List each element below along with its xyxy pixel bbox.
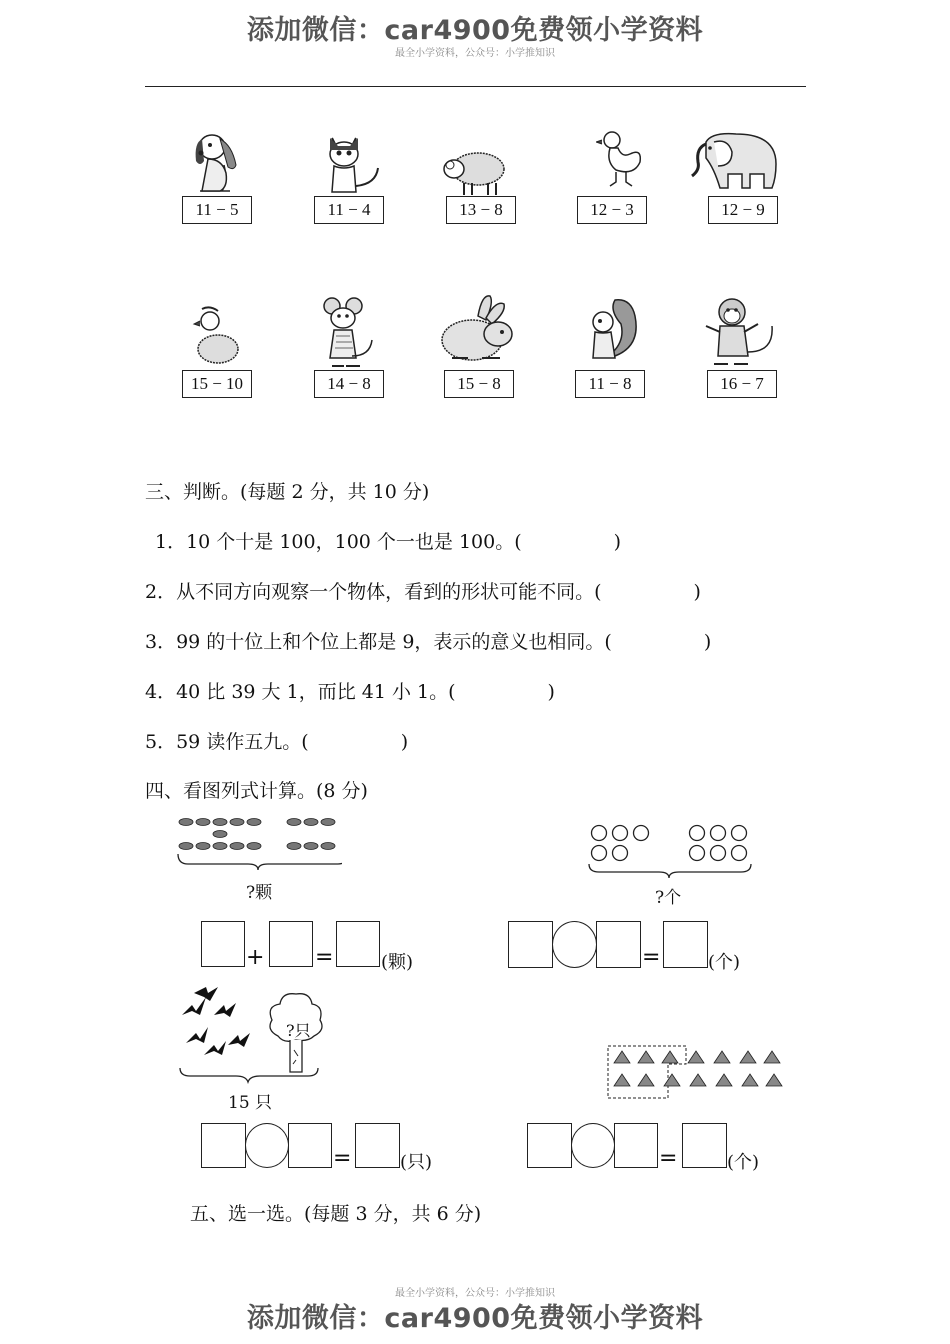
answer-box[interactable] (596, 921, 641, 968)
equals-sign: = (315, 945, 334, 970)
plus-sign: + (246, 945, 265, 970)
animal-label: 15 − 8 (444, 370, 514, 398)
animal-label: 12 − 9 (708, 196, 778, 224)
section3-title: 三、判断。(每题 2 分，共 10 分) (145, 481, 430, 503)
animal-label: 13 − 8 (446, 196, 516, 224)
elephant-icon (690, 130, 785, 192)
question-3 (145, 627, 711, 654)
watermark-top: 添加微信：car4900免费领小学资料 (246, 15, 704, 46)
answer-box[interactable] (355, 1123, 400, 1168)
question-close: ) (703, 631, 712, 653)
question-text: 2．从不同方向观察一个物体，看到的形状可能不同。( (145, 581, 602, 603)
answer-box[interactable] (663, 921, 708, 968)
candy-question: ?颗 (246, 883, 273, 903)
animal-label: 14 − 8 (314, 370, 384, 398)
animal-label: 12 − 3 (577, 196, 647, 224)
rabbit-icon (438, 294, 520, 366)
animal-label: 11 − 5 (182, 196, 252, 224)
animal-label: 15 − 10 (182, 370, 252, 398)
triangles-icon (604, 1040, 784, 1102)
mouse-icon (322, 296, 376, 370)
unit-label: (个) (708, 952, 741, 973)
equals-sign: = (642, 945, 661, 970)
bird-total: 15 只 (228, 1093, 273, 1113)
answer-box[interactable] (614, 1123, 658, 1168)
header-rule (145, 86, 806, 87)
answer-box[interactable] (288, 1123, 332, 1168)
question-text: 1．10 个十是 100，100 个一也是 100。( (155, 531, 522, 553)
watermark-bottom: 添加微信：car4900免费领小学资料 (246, 1303, 704, 1334)
watermark-subtitle-bottom: 最全小学资料，公众号：小学推知识 (395, 1288, 555, 1299)
section5-title: 五、选一选。(每题 3 分，共 6 分) (190, 1203, 482, 1225)
dog-icon (190, 125, 246, 197)
equals-sign: = (659, 1146, 678, 1171)
answer-box[interactable] (527, 1123, 572, 1168)
animal-label: 11 − 8 (575, 370, 645, 398)
question-text: 5．59 读作五九。( (145, 731, 309, 753)
sheep-icon (440, 147, 510, 197)
operator-circle[interactable] (245, 1123, 289, 1168)
unit-label: (个) (727, 1152, 760, 1173)
squirrel-icon (585, 294, 641, 368)
candy-group-icon (176, 814, 342, 872)
question-close: ) (547, 681, 555, 703)
question-5 (145, 727, 408, 754)
question-close: ) (613, 531, 622, 553)
birds-icon (176, 985, 258, 1067)
question-text: 4．40 比 39 大 1，而比 41 小 1。( (145, 681, 456, 703)
question-1 (155, 527, 621, 554)
brace (178, 1066, 320, 1084)
cat-icon (322, 130, 384, 196)
circle-question: ?个 (655, 888, 682, 908)
circle-group-icon (585, 822, 755, 882)
answer-box[interactable] (508, 921, 553, 968)
operator-circle[interactable] (571, 1123, 615, 1168)
answer-box[interactable] (269, 921, 313, 967)
tree-question: ?只 (286, 1021, 311, 1040)
equals-sign: = (333, 1146, 352, 1171)
question-4 (145, 677, 555, 704)
unit-label: (只) (400, 1152, 433, 1173)
section4-title: 四、看图列式计算。(8 分) (145, 780, 368, 802)
unit-label: (颗) (381, 952, 414, 973)
animal-label: 11 − 4 (314, 196, 384, 224)
duckling-icon (192, 305, 244, 369)
duck-icon (596, 128, 646, 188)
question-text: 3．99 的十位上和个位上都是 9，表示的意义也相同。( (145, 631, 612, 653)
answer-box[interactable] (201, 1123, 246, 1168)
question-close: ) (400, 731, 409, 753)
watermark-subtitle-top: 最全小学资料，公众号：小学推知识 (395, 48, 555, 59)
question-2 (145, 577, 701, 604)
answer-box[interactable] (682, 1123, 727, 1168)
monkey-icon (702, 294, 778, 368)
answer-box[interactable] (336, 921, 380, 967)
operator-circle[interactable] (552, 921, 597, 968)
answer-box[interactable] (201, 921, 245, 967)
question-close: ) (693, 581, 701, 603)
animal-label: 16 − 7 (707, 370, 777, 398)
